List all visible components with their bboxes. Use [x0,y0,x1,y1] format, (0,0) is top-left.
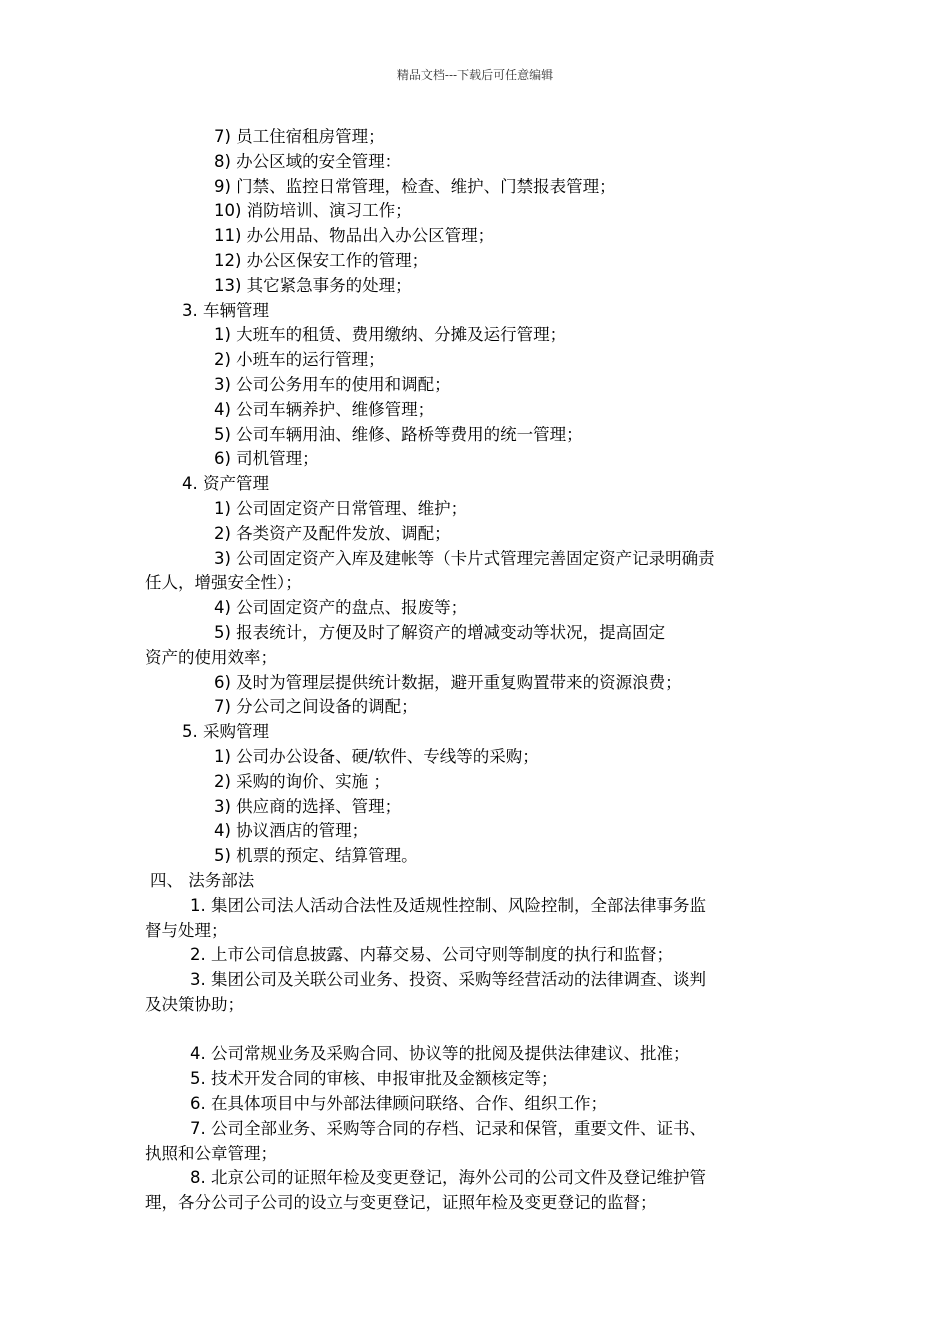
text-line: 执照和公章管理； [145,1143,277,1163]
text-line: 3) 公司公务用车的使用和调配； [214,374,451,394]
text-line: 4) 协议酒店的管理； [214,821,369,841]
text-line: 四、 法务部法 [150,870,255,890]
text-line: 13) 其它紧急事务的处理； [214,275,412,295]
text-line: 5) 机票的预定、结算管理。 [214,846,418,866]
text-line: 2) 采购的询价、实施 ； [214,771,390,791]
text-line: 4) 公司固定资产的盘点、报废等； [214,598,468,618]
text-line: 2. 上市公司信息披露、内幕交易、公司守则等制度的执行和监督； [190,945,673,965]
text-line: 11) 办公用品、物品出入办公区管理； [214,226,495,246]
text-line: 6) 及时为管理层提供统计数据，避开重复购置带来的资源浪费； [214,672,682,692]
text-line: 5. 采购管理 [182,722,269,742]
text-line: 4. 资产管理 [182,474,269,494]
text-line: 2) 小班车的运行管理； [214,350,385,370]
text-line: 任人，增强安全性）； [145,573,302,593]
text-line: 理，各分公司子公司的设立与变更登记，证照年检及变更登记的监督； [145,1193,657,1213]
text-line: 5) 公司车辆用油、维修、路桥等费用的统一管理； [214,424,583,444]
text-line: 7) 分公司之间设备的调配； [214,697,418,717]
page-header: 精品文档---下载后可任意编辑 [396,68,554,82]
blank-line [0,1018,950,1043]
text-line: 4. 公司常规业务及采购合同、协议等的批阅及提供法律建议、批准； [190,1044,690,1064]
text-line: 1) 公司办公设备、硬/软件、专线等的采购； [214,746,539,766]
text-line: 6) 司机管理； [214,449,319,469]
text-line: 8) 办公区域的安全管理： [214,151,402,171]
text-line: 资产的使用效率； [145,647,277,667]
text-line: 4) 公司车辆养护、维修管理； [214,399,435,419]
text-line: 5. 技术开发合同的审核、申报审批及金额核定等； [190,1069,558,1089]
text-line: 10) 消防培训、演习工作； [214,201,412,221]
text-line: 7. 公司全部业务、采购等合同的存档、记录和保管，重要文件、证书、 [190,1118,706,1138]
document-body [0,125,950,1216]
text-line: 2) 各类资产及配件发放、调配； [214,523,451,543]
text-line: 3) 公司固定资产入库及建帐等（卡片式管理完善固定资产记录明确责 [214,548,715,568]
text-line: 1. 集团公司法人活动合法性及适规性控制、风险控制，全部法律事务监 [190,895,706,915]
text-line: 3. 车辆管理 [182,300,269,320]
text-line: 及决策协助； [145,994,244,1014]
text-line: 1) 大班车的租赁、费用缴纳、分摊及运行管理； [214,325,567,345]
text-line: 6. 在具体项目中与外部法律顾问联络、合作、组织工作； [190,1094,607,1114]
text-line: 5) 报表统计，方便及时了解资产的增减变动等状况，提高固定 [214,622,666,642]
text-line: 8. 北京公司的证照年检及变更登记，海外公司的公司文件及登记维护管 [190,1168,706,1188]
text-line: 7) 员工住宿租房管理； [214,127,385,146]
text-line: 3. 集团公司及关联公司业务、投资、采购等经营活动的法律调查、谈判 [190,970,706,990]
text-line: 9) 门禁、监控日常管理，检查、维护、门禁报表管理； [214,176,616,196]
text-line: 12) 办公区保安工作的管理； [214,250,429,270]
text-line: 督与处理； [145,920,228,940]
text-line: 1) 公司固定资产日常管理、维护； [214,498,468,518]
text-line: 3) 供应商的选择、管理； [214,796,402,816]
